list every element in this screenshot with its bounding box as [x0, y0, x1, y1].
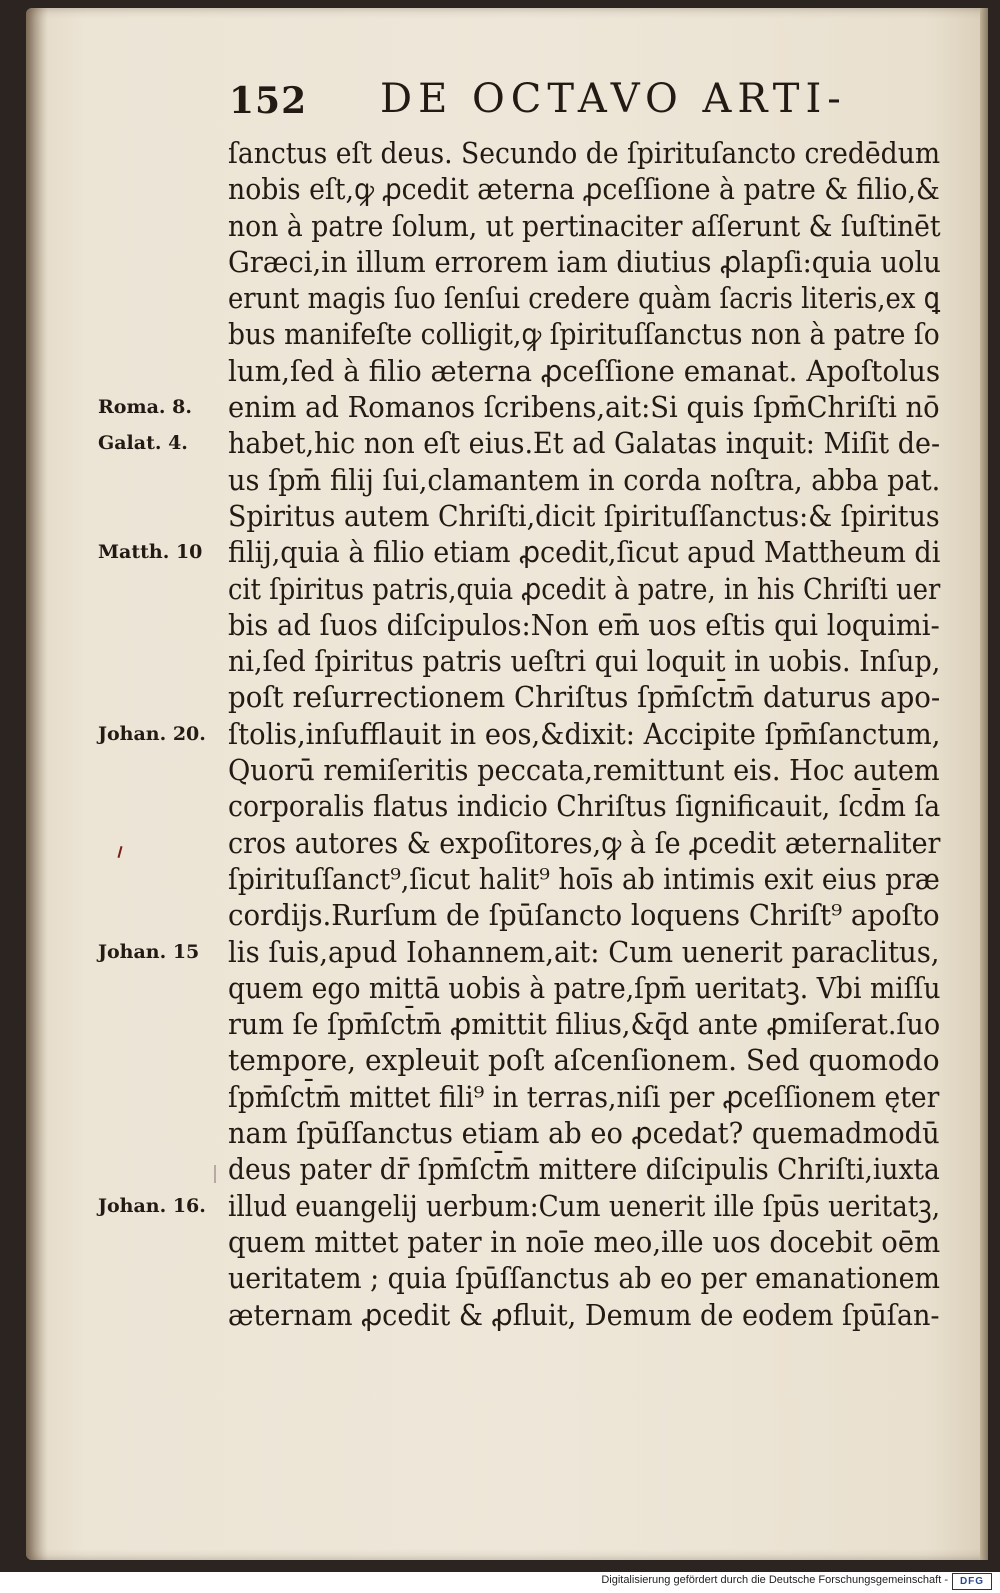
text-line: corporalis flatus indicio Chriſtus ſignificauit, ſcd̄m ſa [228, 789, 941, 824]
text-line: rum ſe ſpm̄ſct̄m̄ ꝓmittit filius,&q̄d ante ꝓmiſerat.ſuo [228, 1007, 941, 1042]
dfg-logo: DFG [952, 1573, 992, 1590]
text-line: nobis eſt,ꝙ ꝓcedit æterna ꝓceſſione à patre & filio,& [228, 172, 940, 207]
margin-note: Roma. 8. [98, 396, 192, 419]
text-line: ni,ſed ſpiritus patris ueſtri qui loquit in uobis. Inſup, [228, 644, 941, 679]
text-line: ſtolis,inſufflauit in eos,&dixit: Accipite ſpm̄ſanctum, [228, 716, 941, 751]
text-line: deus pater dr̄ ſpm̄ſct̄m̄ mittere diſcipulis Chriſti,iuxta [228, 1152, 940, 1187]
text-line: quem ego mittā uobis à patre,ſpm̄ ueritatꝫ. Vbi miſſu [228, 970, 941, 1005]
text-line: poſt reſurrectionem Chriſtus ſpm̄ſct̄m̄ daturus apo- [228, 680, 941, 715]
text-line: tempore, expleuit poſt aſcenſionem. Sed quomodo [228, 1043, 940, 1078]
text-line: cit ſpiritus patris,quia ꝓcedit à patre, in his Chriſti uer [228, 571, 941, 606]
text-line: ſpirituſſanct⁹,ſicut halit⁹ hoīs ab intimis exit eius præ [228, 861, 940, 896]
text-line: nam ſpūſſanctus etiam ab eo ꝓcedat? quemadmodū [228, 1116, 940, 1151]
text-line: ſpm̄ſct̄m̄ mittet fili⁹ in terras,niſi per ꝓceſſionem ęter [228, 1079, 940, 1114]
text-line: bus manifeſte colligit,ꝙ ſpirituſſanctus non à patre ſo [228, 317, 940, 352]
spine-shadow [26, 8, 48, 1560]
page-edge [980, 8, 988, 1560]
page-number: 152 [229, 80, 308, 122]
footer-credit: Digitalisierung gefördert durch die Deutsche Forschungsgemeinschaft - [601, 1574, 948, 1586]
text-line: filij,quia à filio etiam ꝓcedit,ſicut apud Mattheum di [228, 535, 941, 570]
text-line: habet,hic non eſt eius.Et ad Galatas inquit: Miſit de- [228, 426, 941, 461]
text-line: cordijs.Rurſum de ſpūſancto loquens Chriſt⁹ apoſto [228, 898, 940, 933]
text-line: cros autores & expoſitores,ꝙ à ſe ꝓcedit æternaliter [228, 825, 941, 860]
text-line: us ſpm̄ filij ſui,clamantem in corda noſtra, abba pat. [228, 462, 941, 497]
margin-note: Johan. 16. [98, 1194, 206, 1217]
ink-mark [214, 1165, 216, 1183]
text-line: lis ſuis,apud Iohannem,ait: Cum uenerit paraclitus, [228, 934, 940, 969]
text-line: Quorū remiſeritis peccata,remittunt eis. Hoc autem [228, 753, 940, 788]
text-line: lum,ſed à filio æterna ꝓceſſione emanat. Apoſtolus [228, 353, 941, 388]
text-line: Spiritus autem Chriſti,dicit ſpirituſſanctus:& ſpiritus [228, 498, 940, 533]
text-line: æternam ꝓcedit & ꝓfluit, Demum de eodem ſpūſan- [228, 1297, 940, 1332]
margin-note: Johan. 15 [98, 940, 200, 963]
text-line: ueritatem ; quia ſpūſſanctus ab eo per emanationem [228, 1261, 941, 1296]
text-line: illud euangelij uerbum:Cum uenerit ille ſpūs ueritatꝫ, [228, 1188, 941, 1223]
text-line: quem mittet pater in noīe meo,ille uos docebit oēm [228, 1224, 941, 1259]
margin-note: Matth. 10 [98, 541, 203, 564]
running-head: DE OCTAVO ARTI- [380, 76, 847, 122]
text-line: non à patre ſolum, ut pertinaciter aſſerunt & ſuſtinēt [228, 208, 941, 243]
margin-note: Johan. 20. [98, 722, 206, 745]
text-line: bis ad ſuos diſcipulos:Non em̄ uos eſtis qui loquimi- [228, 607, 940, 642]
text-line: erunt magis ſuo ſenſui credere quàm ſacris literis,ex ꝗ [228, 281, 941, 316]
text-line: ſanctus eſt deus. Secundo de ſpirituſancto credēdum [228, 136, 941, 170]
margin-note: Galat. 4. [98, 432, 188, 455]
text-line: enim ad Romanos ſcribens,ait:Si quis ſpm̄Chriſti nō [228, 390, 940, 425]
text-block [228, 135, 941, 1333]
text-line: Græci,in illum errorem iam diutius ꝓlapſi:quia uolu [228, 244, 941, 279]
